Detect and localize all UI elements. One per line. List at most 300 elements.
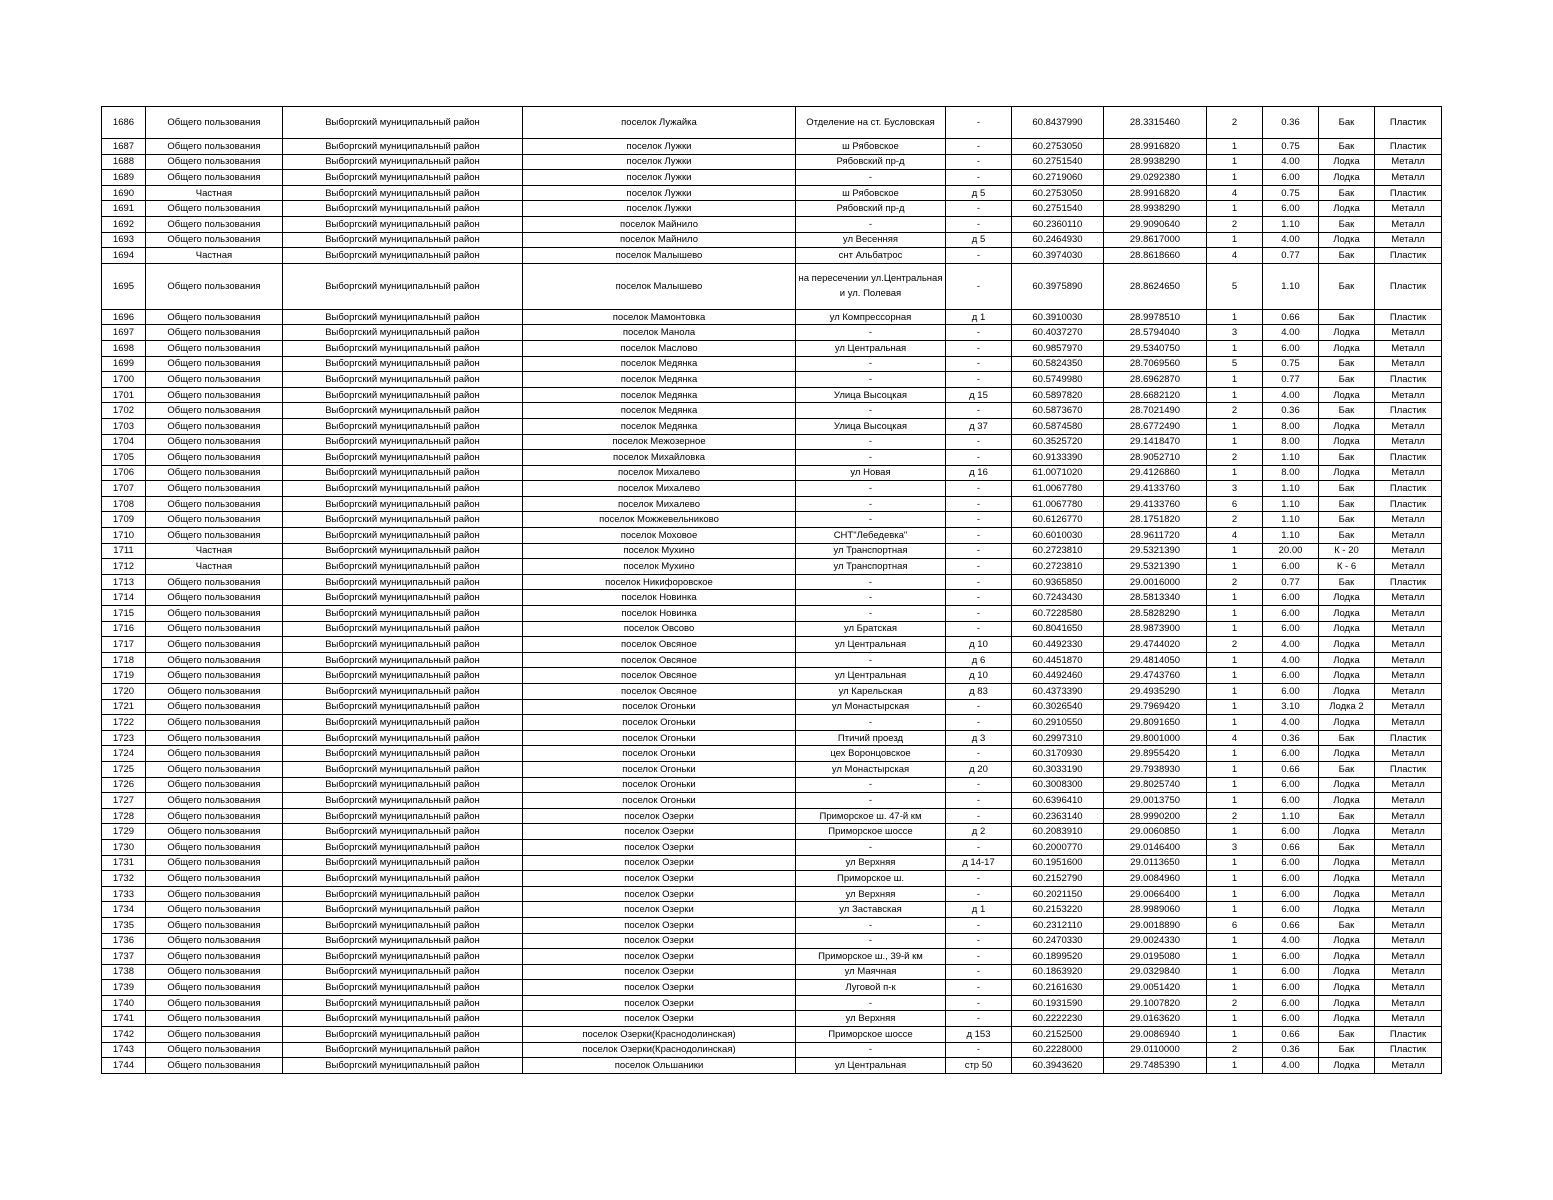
cell-latitude: 60.8437990: [1012, 107, 1104, 139]
cell-settlement: поселок Огоньки: [523, 761, 796, 777]
cell-container-type: Лодка: [1319, 964, 1375, 980]
cell-row-number: 1736: [102, 933, 146, 949]
cell-container-count: 1: [1207, 902, 1263, 918]
cell-container-type: Бак: [1319, 372, 1375, 388]
cell-latitude: 60.2751540: [1012, 154, 1104, 170]
cell-container-type: Лодка: [1319, 933, 1375, 949]
cell-latitude: 60.2363140: [1012, 808, 1104, 824]
cell-volume: 1.10: [1263, 450, 1319, 466]
cell-district: Выборгский муниципальный район: [283, 403, 523, 419]
cell-material: Металл: [1375, 933, 1442, 949]
table-row: [102, 372, 1442, 388]
cell-settlement: поселок Озерки: [523, 980, 796, 996]
cell-street: -: [796, 652, 946, 668]
table-row: [102, 777, 1442, 793]
cell-container-type: Бак: [1319, 248, 1375, 264]
cell-usage-type: Общего пользования: [146, 808, 283, 824]
cell-usage-type: Общего пользования: [146, 450, 283, 466]
cell-street: -: [796, 590, 946, 606]
cell-container-type: Лодка: [1319, 777, 1375, 793]
cell-container-count: 2: [1207, 637, 1263, 653]
cell-latitude: 60.8041650: [1012, 621, 1104, 637]
cell-street: ул Компрессорная: [796, 309, 946, 325]
cell-container-count: 1: [1207, 871, 1263, 887]
cell-row-number: 1691: [102, 201, 146, 217]
cell-container-count: 4: [1207, 528, 1263, 544]
cell-house: -: [946, 715, 1012, 731]
cell-longitude: 29.0086940: [1104, 1027, 1207, 1043]
cell-volume: 0.75: [1263, 185, 1319, 201]
cell-material: Пластик: [1375, 450, 1442, 466]
cell-latitude: 60.4373390: [1012, 684, 1104, 700]
cell-row-number: 1725: [102, 761, 146, 777]
cell-house: -: [946, 481, 1012, 497]
cell-container-count: 4: [1207, 185, 1263, 201]
cell-row-number: 1733: [102, 886, 146, 902]
cell-container-count: 2: [1207, 107, 1263, 139]
cell-latitude: 60.2910550: [1012, 715, 1104, 731]
cell-usage-type: Общего пользования: [146, 170, 283, 186]
table-row: [102, 902, 1442, 918]
cell-volume: 1.10: [1263, 496, 1319, 512]
table-row: [102, 715, 1442, 731]
cell-material: Металл: [1375, 434, 1442, 450]
cell-house: -: [946, 793, 1012, 809]
cell-usage-type: Общего пользования: [146, 232, 283, 248]
cell-longitude: 29.9090640: [1104, 216, 1207, 232]
cell-usage-type: Общего пользования: [146, 684, 283, 700]
cell-district: Выборгский муниципальный район: [283, 777, 523, 793]
cell-street: Улица Высоцкая: [796, 387, 946, 403]
table-row: [102, 621, 1442, 637]
cell-settlement: поселок Огоньки: [523, 746, 796, 762]
cell-container-count: 2: [1207, 808, 1263, 824]
table-row: [102, 933, 1442, 949]
cell-material: Металл: [1375, 606, 1442, 622]
cell-usage-type: Общего пользования: [146, 340, 283, 356]
cell-district: Выборгский муниципальный район: [283, 949, 523, 965]
cell-street: ул Верхняя: [796, 1011, 946, 1027]
table-row: [102, 356, 1442, 372]
cell-usage-type: Общего пользования: [146, 263, 283, 309]
cell-settlement: поселок Озерки: [523, 1011, 796, 1027]
table-row: [102, 139, 1442, 155]
cell-street: ул Центральная: [796, 340, 946, 356]
cell-volume: 4.00: [1263, 637, 1319, 653]
cell-house: -: [946, 917, 1012, 933]
cell-longitude: 29.4126860: [1104, 465, 1207, 481]
table-row: [102, 871, 1442, 887]
cell-container-count: 3: [1207, 481, 1263, 497]
cell-row-number: 1727: [102, 793, 146, 809]
cell-usage-type: Общего пользования: [146, 730, 283, 746]
cell-material: Пластик: [1375, 309, 1442, 325]
cell-row-number: 1713: [102, 574, 146, 590]
cell-usage-type: Общего пользования: [146, 746, 283, 762]
cell-longitude: 28.9916820: [1104, 139, 1207, 155]
cell-usage-type: Общего пользования: [146, 154, 283, 170]
table-row: [102, 917, 1442, 933]
cell-street: -: [796, 450, 946, 466]
cell-latitude: 60.2161630: [1012, 980, 1104, 996]
cell-container-count: 1: [1207, 980, 1263, 996]
cell-container-count: 1: [1207, 1027, 1263, 1043]
cell-longitude: 29.8025740: [1104, 777, 1207, 793]
cell-usage-type: Общего пользования: [146, 512, 283, 528]
cell-volume: 20.00: [1263, 543, 1319, 559]
cell-settlement: поселок Майнило: [523, 216, 796, 232]
cell-house: -: [946, 949, 1012, 965]
cell-latitude: 60.3525720: [1012, 434, 1104, 450]
cell-volume: 6.00: [1263, 886, 1319, 902]
cell-material: Металл: [1375, 902, 1442, 918]
cell-volume: 6.00: [1263, 621, 1319, 637]
cell-street: ул Монастырская: [796, 699, 946, 715]
cell-material: Металл: [1375, 808, 1442, 824]
cell-longitude: 28.8624650: [1104, 263, 1207, 309]
cell-latitude: 60.7228580: [1012, 606, 1104, 622]
cell-volume: 0.66: [1263, 761, 1319, 777]
cell-longitude: 29.0163620: [1104, 1011, 1207, 1027]
cell-volume: 0.66: [1263, 1027, 1319, 1043]
cell-latitude: 60.3974030: [1012, 248, 1104, 264]
cell-container-type: Бак: [1319, 808, 1375, 824]
cell-usage-type: Общего пользования: [146, 964, 283, 980]
table-row: [102, 528, 1442, 544]
table-row: [102, 1027, 1442, 1043]
cell-longitude: 28.6962870: [1104, 372, 1207, 388]
cell-street: Птичий проезд: [796, 730, 946, 746]
table-row: [102, 263, 1442, 309]
cell-latitude: 60.2153220: [1012, 902, 1104, 918]
cell-container-type: Бак: [1319, 481, 1375, 497]
cell-house: -: [946, 574, 1012, 590]
cell-latitude: 60.2751540: [1012, 201, 1104, 217]
cell-longitude: 29.0329840: [1104, 964, 1207, 980]
cell-volume: 4.00: [1263, 652, 1319, 668]
cell-street: Луговой п-к: [796, 980, 946, 996]
cell-house: -: [946, 139, 1012, 155]
cell-district: Выборгский муниципальный район: [283, 621, 523, 637]
cell-container-type: Бак: [1319, 917, 1375, 933]
table-row: [102, 886, 1442, 902]
cell-usage-type: Общего пользования: [146, 590, 283, 606]
table-row: [102, 232, 1442, 248]
cell-usage-type: Общего пользования: [146, 855, 283, 871]
cell-material: Металл: [1375, 1058, 1442, 1074]
cell-house: -: [946, 154, 1012, 170]
cell-material: Пластик: [1375, 185, 1442, 201]
cell-latitude: 60.3033190: [1012, 761, 1104, 777]
cell-volume: 0.36: [1263, 730, 1319, 746]
cell-container-count: 1: [1207, 340, 1263, 356]
cell-latitude: 60.9133390: [1012, 450, 1104, 466]
cell-district: Выборгский муниципальный район: [283, 496, 523, 512]
cell-house: -: [946, 403, 1012, 419]
cell-house: д 6: [946, 652, 1012, 668]
cell-container-type: Лодка: [1319, 387, 1375, 403]
cell-street: -: [796, 793, 946, 809]
cell-street: ул Весенняя: [796, 232, 946, 248]
cell-volume: 1.10: [1263, 263, 1319, 309]
cell-latitude: 60.4492460: [1012, 668, 1104, 684]
cell-longitude: 29.7485390: [1104, 1058, 1207, 1074]
cell-container-count: 1: [1207, 761, 1263, 777]
cell-latitude: 60.3008300: [1012, 777, 1104, 793]
cell-street: Рябовский пр-д: [796, 201, 946, 217]
cell-house: -: [946, 340, 1012, 356]
cell-container-count: 2: [1207, 995, 1263, 1011]
cell-latitude: 61.0067780: [1012, 496, 1104, 512]
cell-container-count: 1: [1207, 387, 1263, 403]
table-row: [102, 1011, 1442, 1027]
cell-settlement: поселок Озерки: [523, 995, 796, 1011]
cell-volume: 6.00: [1263, 340, 1319, 356]
cell-district: Выборгский муниципальный район: [283, 154, 523, 170]
cell-usage-type: Общего пользования: [146, 949, 283, 965]
cell-latitude: 60.2723810: [1012, 559, 1104, 575]
cell-volume: 6.00: [1263, 824, 1319, 840]
cell-row-number: 1704: [102, 434, 146, 450]
cell-usage-type: Общего пользования: [146, 309, 283, 325]
cell-street: ул Центральная: [796, 1058, 946, 1074]
cell-container-type: Лодка: [1319, 995, 1375, 1011]
cell-container-count: 1: [1207, 232, 1263, 248]
cell-longitude: 29.0084960: [1104, 871, 1207, 887]
cell-longitude: 28.8618660: [1104, 248, 1207, 264]
cell-row-number: 1702: [102, 403, 146, 419]
cell-volume: 6.00: [1263, 855, 1319, 871]
cell-container-count: 1: [1207, 777, 1263, 793]
cell-district: Выборгский муниципальный район: [283, 1011, 523, 1027]
cell-row-number: 1742: [102, 1027, 146, 1043]
cell-volume: 6.00: [1263, 606, 1319, 622]
cell-row-number: 1700: [102, 372, 146, 388]
cell-container-count: 6: [1207, 917, 1263, 933]
cell-volume: 6.00: [1263, 949, 1319, 965]
cell-street: -: [796, 434, 946, 450]
cell-district: Выборгский муниципальный район: [283, 824, 523, 840]
cell-house: д 153: [946, 1027, 1012, 1043]
cell-material: Металл: [1375, 824, 1442, 840]
cell-house: -: [946, 839, 1012, 855]
cell-material: Металл: [1375, 559, 1442, 575]
cell-row-number: 1743: [102, 1042, 146, 1058]
cell-street: Приморское шоссе: [796, 1027, 946, 1043]
cell-row-number: 1730: [102, 839, 146, 855]
cell-container-type: Бак: [1319, 139, 1375, 155]
cell-volume: 4.00: [1263, 715, 1319, 731]
cell-house: д 1: [946, 902, 1012, 918]
cell-house: д 15: [946, 387, 1012, 403]
cell-container-type: Лодка: [1319, 465, 1375, 481]
cell-usage-type: Общего пользования: [146, 434, 283, 450]
cell-usage-type: Общего пользования: [146, 325, 283, 341]
cell-volume: 0.77: [1263, 574, 1319, 590]
cell-usage-type: Общего пользования: [146, 839, 283, 855]
cell-container-type: Бак: [1319, 263, 1375, 309]
cell-material: Металл: [1375, 216, 1442, 232]
cell-house: -: [946, 621, 1012, 637]
cell-volume: 6.00: [1263, 559, 1319, 575]
cell-usage-type: Общего пользования: [146, 793, 283, 809]
table-row: [102, 418, 1442, 434]
cell-container-type: Бак: [1319, 512, 1375, 528]
cell-container-count: 1: [1207, 1058, 1263, 1074]
cell-container-type: Лодка: [1319, 949, 1375, 965]
cell-settlement: поселок Медянка: [523, 387, 796, 403]
cell-street: -: [796, 403, 946, 419]
cell-house: -: [946, 170, 1012, 186]
cell-container-type: Лодка: [1319, 340, 1375, 356]
cell-district: Выборгский муниципальный район: [283, 139, 523, 155]
cell-usage-type: Общего пользования: [146, 871, 283, 887]
cell-row-number: 1739: [102, 980, 146, 996]
cell-row-number: 1696: [102, 309, 146, 325]
cell-settlement: поселок Озерки: [523, 902, 796, 918]
cell-settlement: поселок Новинка: [523, 590, 796, 606]
table-row: [102, 980, 1442, 996]
cell-settlement: поселок Овсяное: [523, 637, 796, 653]
cell-district: Выборгский муниципальный район: [283, 652, 523, 668]
cell-row-number: 1690: [102, 185, 146, 201]
cell-latitude: 60.2753050: [1012, 185, 1104, 201]
cell-volume: 6.00: [1263, 777, 1319, 793]
cell-longitude: 28.5828290: [1104, 606, 1207, 622]
cell-material: Пластик: [1375, 730, 1442, 746]
cell-longitude: 28.7021490: [1104, 403, 1207, 419]
cell-settlement: поселок Мухино: [523, 559, 796, 575]
cell-district: Выборгский муниципальный район: [283, 793, 523, 809]
cell-usage-type: Общего пользования: [146, 1011, 283, 1027]
cell-latitude: 60.6126770: [1012, 512, 1104, 528]
cell-usage-type: Общего пользования: [146, 1042, 283, 1058]
cell-settlement: поселок Мамонтовка: [523, 309, 796, 325]
cell-settlement: поселок Озерки(Краснодолинская): [523, 1042, 796, 1058]
cell-house: -: [946, 559, 1012, 575]
cell-row-number: 1708: [102, 496, 146, 512]
cell-material: Металл: [1375, 512, 1442, 528]
cell-container-count: 2: [1207, 450, 1263, 466]
cell-house: -: [946, 808, 1012, 824]
cell-row-number: 1738: [102, 964, 146, 980]
cell-district: Выборгский муниципальный район: [283, 1042, 523, 1058]
cell-settlement: поселок Малышево: [523, 248, 796, 264]
cell-container-type: Лодка: [1319, 418, 1375, 434]
cell-usage-type: Общего пользования: [146, 606, 283, 622]
cell-longitude: 29.5321390: [1104, 543, 1207, 559]
table-row: [102, 808, 1442, 824]
cell-district: Выборгский муниципальный район: [283, 902, 523, 918]
cell-house: -: [946, 1011, 1012, 1027]
cell-street: -: [796, 933, 946, 949]
cell-longitude: 29.8091650: [1104, 715, 1207, 731]
cell-material: Пластик: [1375, 403, 1442, 419]
table-row: [102, 543, 1442, 559]
cell-usage-type: Общего пользования: [146, 481, 283, 497]
cell-district: Выборгский муниципальный район: [283, 263, 523, 309]
cell-settlement: поселок Лужки: [523, 201, 796, 217]
cell-district: Выборгский муниципальный район: [283, 387, 523, 403]
cell-district: Выборгский муниципальный район: [283, 248, 523, 264]
cell-usage-type: Общего пользования: [146, 107, 283, 139]
cell-row-number: 1726: [102, 777, 146, 793]
cell-material: Пластик: [1375, 263, 1442, 309]
cell-longitude: 29.0016000: [1104, 574, 1207, 590]
table-row: [102, 824, 1442, 840]
cell-usage-type: Частная: [146, 543, 283, 559]
cell-latitude: 60.9365850: [1012, 574, 1104, 590]
cell-volume: 8.00: [1263, 434, 1319, 450]
cell-district: Выборгский муниципальный район: [283, 107, 523, 139]
cell-longitude: 28.9990200: [1104, 808, 1207, 824]
table-row: [102, 434, 1442, 450]
cell-material: Пластик: [1375, 139, 1442, 155]
cell-house: д 20: [946, 761, 1012, 777]
cell-latitude: 60.5873670: [1012, 403, 1104, 419]
cell-container-type: Бак: [1319, 839, 1375, 855]
cell-street: Отделение на ст. Бусловская: [796, 107, 946, 139]
cell-longitude: 28.9611720: [1104, 528, 1207, 544]
cell-latitude: 60.5824350: [1012, 356, 1104, 372]
cell-settlement: поселок Ольшаники: [523, 1058, 796, 1074]
cell-house: -: [946, 699, 1012, 715]
cell-house: -: [946, 1042, 1012, 1058]
cell-latitude: 60.4037270: [1012, 325, 1104, 341]
table-row: [102, 309, 1442, 325]
table-row: [102, 450, 1442, 466]
cell-settlement: поселок Озерки: [523, 964, 796, 980]
cell-usage-type: Частная: [146, 559, 283, 575]
cell-material: Металл: [1375, 777, 1442, 793]
cell-row-number: 1734: [102, 902, 146, 918]
cell-usage-type: Общего пользования: [146, 465, 283, 481]
cell-longitude: 28.9989060: [1104, 902, 1207, 918]
table-row: [102, 637, 1442, 653]
cell-material: Металл: [1375, 668, 1442, 684]
table-row: [102, 1058, 1442, 1074]
cell-longitude: 28.5813340: [1104, 590, 1207, 606]
cell-street: -: [796, 715, 946, 731]
cell-street: -: [796, 170, 946, 186]
cell-container-type: Бак: [1319, 528, 1375, 544]
cell-container-type: Бак: [1319, 1042, 1375, 1058]
cell-container-type: Бак: [1319, 574, 1375, 590]
table-row: [102, 325, 1442, 341]
cell-district: Выборгский муниципальный район: [283, 668, 523, 684]
cell-volume: 0.66: [1263, 917, 1319, 933]
cell-district: Выборгский муниципальный район: [283, 356, 523, 372]
cell-district: Выборгский муниципальный район: [283, 434, 523, 450]
cell-latitude: 60.2360110: [1012, 216, 1104, 232]
cell-usage-type: Общего пользования: [146, 652, 283, 668]
cell-house: -: [946, 995, 1012, 1011]
cell-row-number: 1703: [102, 418, 146, 434]
cell-latitude: 60.1951600: [1012, 855, 1104, 871]
cell-longitude: 28.5794040: [1104, 325, 1207, 341]
cell-street: ул Транспортная: [796, 559, 946, 575]
cell-container-count: 1: [1207, 170, 1263, 186]
cell-volume: 0.36: [1263, 1042, 1319, 1058]
cell-latitude: 60.2312110: [1012, 917, 1104, 933]
cell-district: Выборгский муниципальный район: [283, 170, 523, 186]
cell-district: Выборгский муниципальный район: [283, 964, 523, 980]
cell-usage-type: Общего пользования: [146, 777, 283, 793]
cell-district: Выборгский муниципальный район: [283, 481, 523, 497]
table-row: [102, 387, 1442, 403]
cell-latitude: 60.2083910: [1012, 824, 1104, 840]
cell-latitude: 60.1931590: [1012, 995, 1104, 1011]
